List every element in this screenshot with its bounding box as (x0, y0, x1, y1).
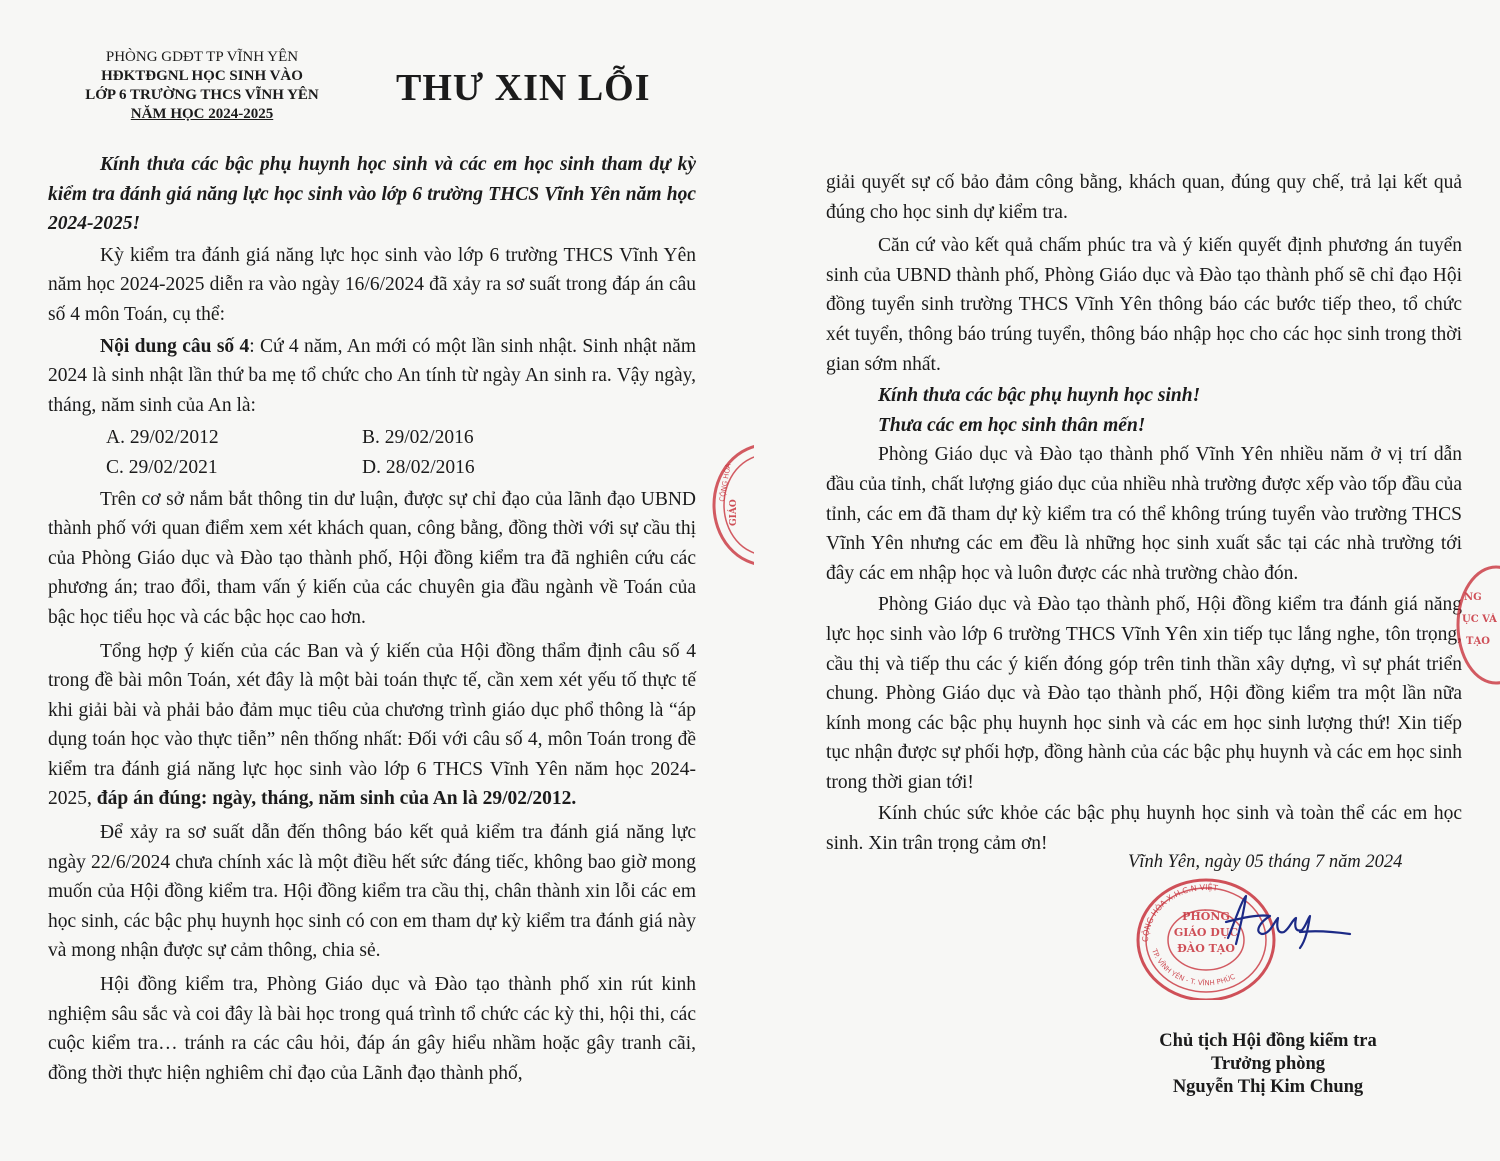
paragraph: Trên cơ sở nắm bắt thông tin dư luận, được sự chỉ đạo của lãnh đạo UBND thành phố với quan điểm xem xét khách quan, công bằng, đồng thời với sự cầu thị của Phòng Giáo dục và Đào tạo thành phố, Hội đồng kiểm tra đã nghiên cứu các phương án; trao đổi, tham vấn ý kiến của các chuyên gia đầu ngành về Toán của bậc học tiểu học và các bậc học cao hơn. (48, 488, 696, 628)
handwritten-signature (1150, 888, 1360, 958)
conclusion-paragraph (48, 637, 696, 815)
signer-role: Chủ tịch Hội đồng kiểm tra (1159, 1031, 1377, 1051)
stamp-line: PHÒNG (1182, 910, 1230, 923)
question-paragraph (48, 332, 696, 421)
salutation: Kính thưa các bậc phụ huynh học sinh và các em học sinh tham dự kỳ kiểm tra đánh giá năng lực học sinh vào lớp 6 trường THCS Vĩnh Yên năm học 2024-2025! (48, 154, 696, 235)
signer-role: Trưởng phòng (1210, 1054, 1326, 1074)
paragraph: Kính chúc sức khỏe các bậc phụ huynh học sinh và toàn thể các em học sinh. Xin trân trọng cảm ơn! (826, 803, 1462, 855)
stamp-ring-bottom: TP. VĨNH YÊN - T. VĨNH PHÚC (1150, 947, 1237, 988)
signer-block (1140, 1030, 1396, 1099)
stamp-ring-top: CỘNG HÒA X.H.C.N VIỆT (1140, 882, 1219, 943)
edge-stamp-text: CỘNG HÒA (718, 462, 733, 503)
issuer-line: HĐKTĐGNL HỌC SINH VÀO (101, 68, 303, 84)
option-b: B. 29/02/2016 (362, 427, 474, 449)
issuer-line: PHÒNG GDĐT TP VĨNH YÊN (105, 49, 299, 65)
right-column (826, 0, 1462, 859)
issuer-line: LỚP 6 TRƯỜNG THCS VĨNH YÊN (85, 87, 319, 103)
paragraph: Căn cứ vào kết quả chấm phúc tra và ý kiến quyết định phương án tuyển sinh của UBND thành phố, Phòng Giáo dục và Đào tạo thành phố sẽ chỉ đạo Hội đồng tuyển sinh trường THCS Vĩnh Yên thông báo các bước tiếp theo, tổ chức xét tuyển, thông báo trúng tuyển, thông báo nhập học cho các học sinh trong thời gian sớm nhất. (826, 235, 1462, 375)
option-d: D. 28/02/2016 (362, 456, 475, 478)
salutation: Thưa các em học sinh thân mến! (878, 414, 1146, 436)
answer-options (106, 423, 696, 482)
option-c: C. 29/02/2021 (106, 456, 218, 478)
signer-name: Nguyễn Thị Kim Chung (1172, 1077, 1364, 1097)
edge-stamp-right (1456, 560, 1500, 690)
salutation: Kính thưa các bậc phụ huynh học sinh! (878, 385, 1201, 407)
paragraph: Phòng Giáo dục và Đào tạo thành phố Vĩnh Yên nhiều năm ở vị trí dẫn đầu của tỉnh, chất lượng giáo dục của nhiều nhà trường được xếp vào tốp đầu của tỉnh, các em đã tham dự kỳ kiểm tra có thể không trúng tuyển vào trường THCS Vĩnh Yên nhưng các em đều là những học sinh xuất sắc tại các nhà trường tới đây các em nhập học và luôn được các nhà trường chào đón. (826, 444, 1462, 584)
stamp-line: ĐÀO TẠO (1177, 942, 1235, 955)
conclusion-text: Tổng hợp ý kiến của các Ban và ý kiến của Hội đồng thẩm định câu số 4 trong đề bài môn Toán, xét đây là một bài toán thực tế, cần xem xét yếu tố thực tế khi giải bài và phải bảo đảm mục tiêu của chương trình giáo dục phổ thông là “áp dụng toán học vào thực tiễn” nên thống nhất: Đối với câu số 4, môn Toán trong đề kiểm tra đánh giá năng lực học sinh vào lớp 6 THCS Vĩnh Yên năm học 2024-2025, (48, 640, 696, 810)
issuer-line: NĂM HỌC 2024-2025 (130, 106, 274, 122)
edge-stamp-text: NG (1464, 592, 1482, 603)
left-column (48, 0, 696, 1088)
question-label: Nội dung câu số 4 (100, 335, 250, 357)
option-a: A. 29/02/2012 (106, 427, 219, 449)
edge-stamp-text: TẠO (1466, 636, 1490, 647)
edge-stamp-text: ỤC VÀ (1462, 614, 1497, 625)
stamp-line: GIÁO DỤC (1173, 926, 1239, 939)
question-text: : Cứ 4 năm, An mới có một lần sinh nhật. Sinh nhật năm 2024 là sinh nhật lần thứ ba mẹ tổ chức cho An tính từ ngày An sinh ra. Vậy ngày, tháng, năm sinh của An là: (48, 335, 696, 416)
paragraph: Kỳ kiểm tra đánh giá năng lực học sinh vào lớp 6 trường THCS Vĩnh Yên năm học 2024-2025 diễn ra vào ngày 16/6/2024 đã xảy ra sơ suất trong đáp án câu số 4 môn Toán, cụ thể: (48, 244, 696, 325)
place-date: Vĩnh Yên, ngày 05 tháng 7 năm 2024 (1128, 852, 1403, 872)
paragraph: Để xảy ra sơ suất dẫn đến thông báo kết quả kiểm tra đánh giá năng lực ngày 22/6/2024 chưa chính xác là một điều hết sức đáng tiếc, không bao giờ mong muốn của Hội đồng kiểm tra. Hội đồng kiểm tra cầu thị, chân thành xin lỗi các em học sinh, các bậc phụ huynh học sinh có con em tham dự kỳ kiểm tra đánh giá này và mong nhận được sự cảm thông, chia sẻ. (48, 822, 696, 962)
paragraph: Phòng Giáo dục và Đào tạo thành phố, Hội đồng kiểm tra đánh giá năng lực học sinh vào lớp 6 trường THCS Vĩnh Yên xin tiếp tục lắng nghe, tôn trọng, cầu thị và tiếp thu các ý kiến đóng góp trên tinh thần xây dựng, vì sự phát triển chung. Phòng Giáo dục và Đào tạo thành phố, Hội đồng kiểm tra một lần nữa kính mong các bậc phụ huynh học sinh và các em học sinh lượng thứ! Xin tiếp tục nhận được sự phối hợp, đồng hành của các bậc phụ huynh và các em học sinh trong thời gian tới! (826, 594, 1462, 793)
document-title: THƯ XIN LỖI (396, 67, 651, 109)
edge-stamp-left (706, 440, 754, 570)
paragraph: giải quyết sự cố bảo đảm công bằng, khách quan, đúng quy chế, trả lại kết quả đúng cho học sinh dự kiểm tra. (826, 172, 1462, 223)
edge-stamp-text: GIÁO (729, 499, 739, 526)
paragraph: Hội đồng kiểm tra, Phòng Giáo dục và Đào tạo thành phố xin rút kinh nghiệm sâu sắc và coi đây là bài học trong quá trình tổ chức các kỳ thi, hội thi, các cuộc kiểm tra… tránh ra các câu hỏi, đáp án gây hiểu nhầm hoặc gây tranh cãi, đồng thời thực hiện nghiêm chỉ đạo của Lãnh đạo thành phố, (48, 974, 696, 1084)
correct-answer: đáp án đúng: ngày, tháng, năm sinh của An là 29/02/2012. (96, 788, 577, 810)
